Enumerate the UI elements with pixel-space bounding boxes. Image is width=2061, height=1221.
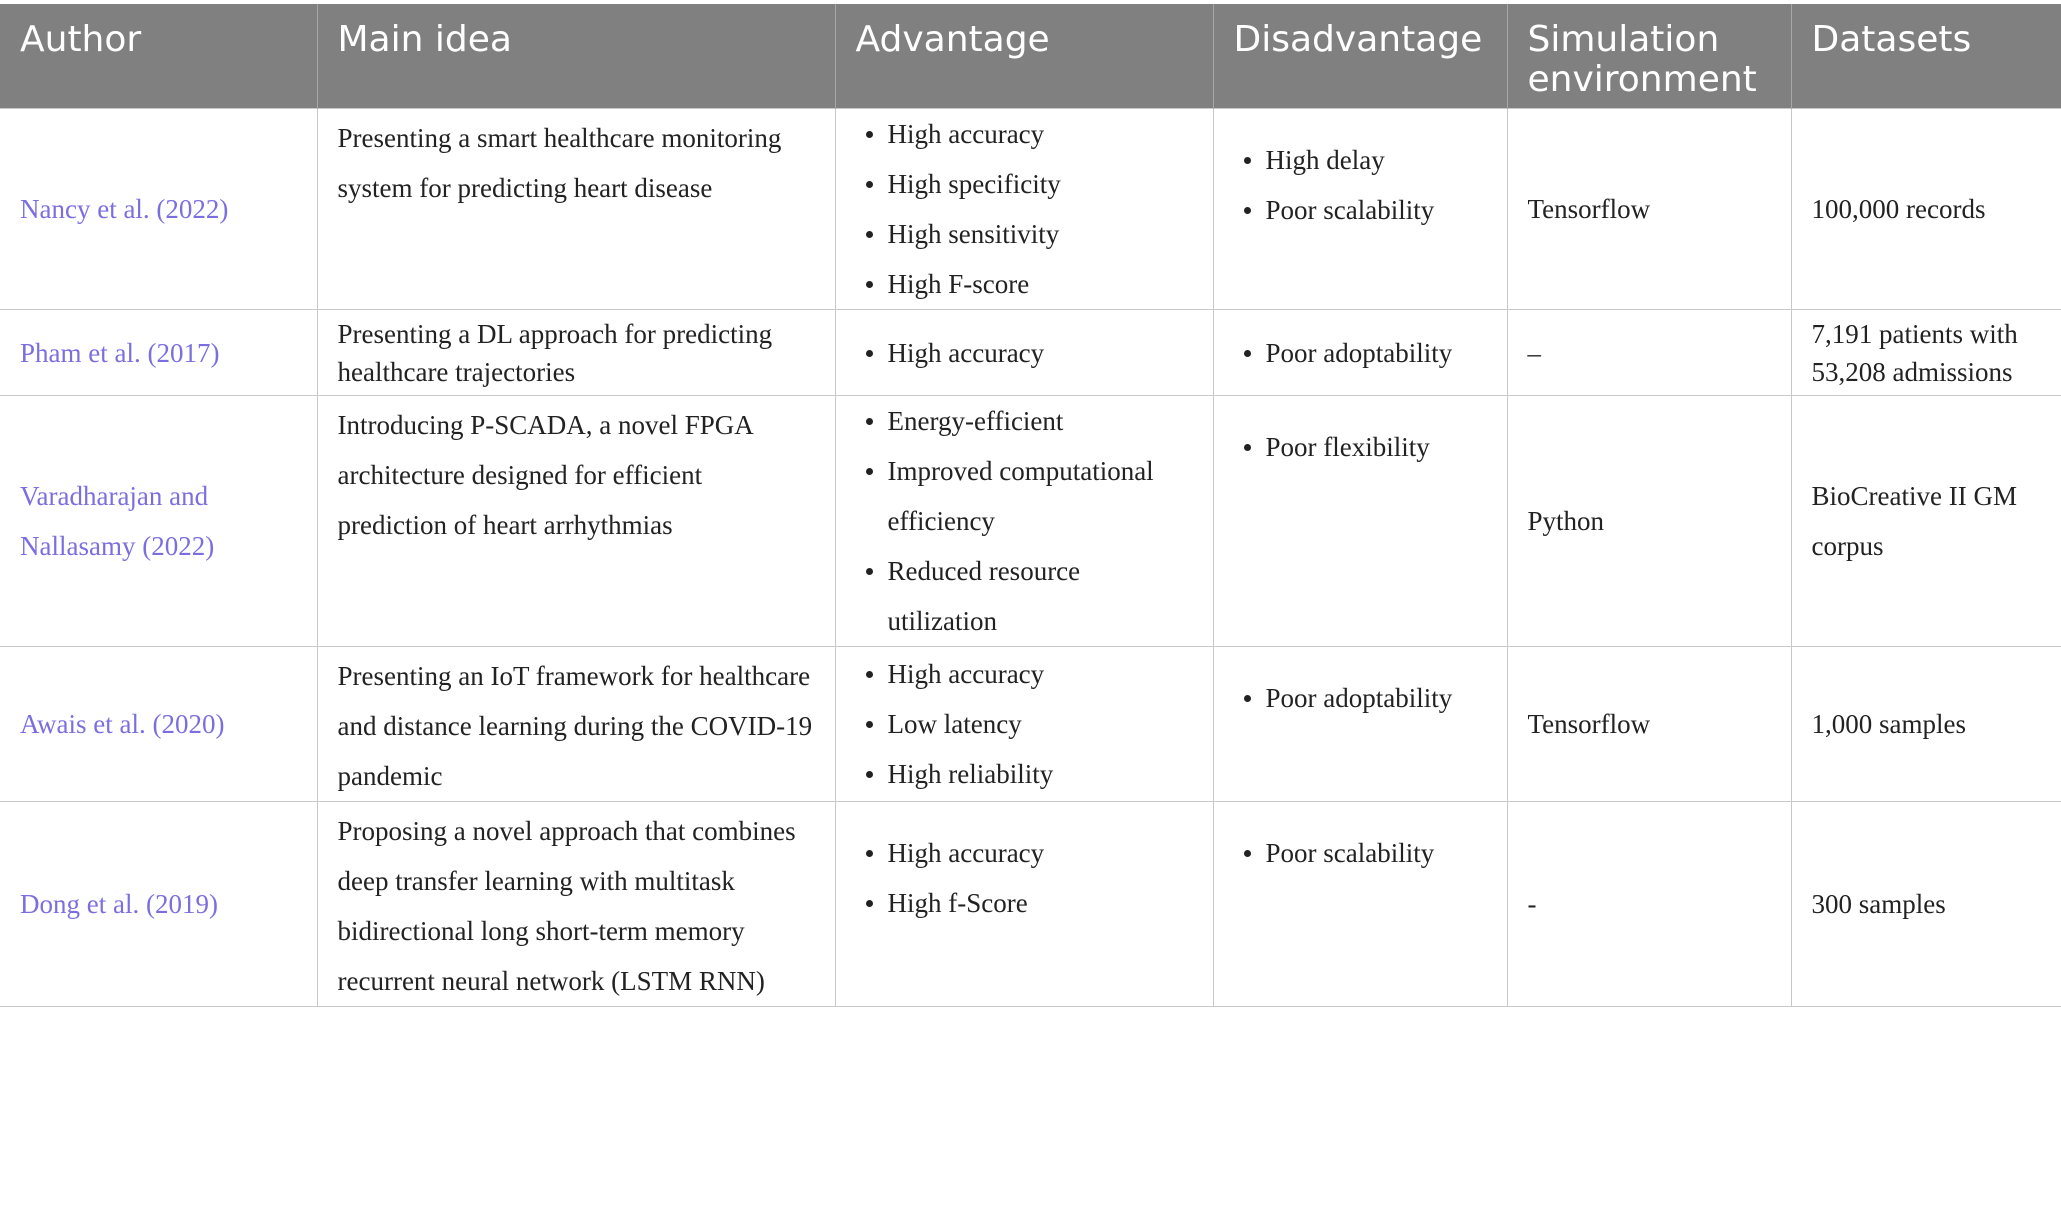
disadvantage-cell	[1213, 109, 1507, 310]
datasets-cell: 7,191 patients with 53,208 admissions	[1791, 310, 2061, 396]
disadvantage-list	[1234, 673, 1487, 723]
table-row	[0, 310, 2061, 396]
datasets-cell: 100,000 records	[1791, 109, 2061, 310]
advantage-item: Low latency	[888, 699, 1193, 749]
disadvantage-cell	[1213, 647, 1507, 802]
datasets-cell: 1,000 samples	[1791, 647, 2061, 802]
disadvantage-cell	[1213, 310, 1507, 396]
disadvantage-list	[1234, 328, 1487, 378]
table-body	[0, 109, 2061, 1007]
table-row	[0, 396, 2061, 647]
header-disadvantage: Disadvantage	[1213, 4, 1507, 109]
disadvantage-cell	[1213, 396, 1507, 647]
advantage-item: Improved computational efficiency	[888, 446, 1193, 546]
advantage-list	[856, 649, 1193, 799]
main-idea-cell: Proposing a novel approach that combines deep transfer learning with multitask bidirectional long short-term memory recurrent neural network (LSTM RNN)	[317, 802, 835, 1007]
datasets-cell: 300 samples	[1791, 802, 2061, 1007]
simulation-cell: –	[1507, 310, 1791, 396]
simulation-cell: Tensorflow	[1507, 109, 1791, 310]
disadvantage-item: Poor adoptability	[1266, 673, 1487, 723]
disadvantage-item: High delay	[1266, 135, 1487, 185]
advantage-item: Energy-efficient	[888, 396, 1193, 446]
advantage-item: Reduced resource utilization	[888, 546, 1193, 646]
disadvantage-cell	[1213, 802, 1507, 1007]
disadvantage-item: Poor adoptability	[1266, 328, 1487, 378]
disadvantage-list	[1234, 422, 1487, 472]
header-author: Author	[0, 4, 317, 109]
author-link[interactable]: Pham et al. (2017)	[0, 310, 317, 396]
disadvantage-item: Poor scalability	[1266, 185, 1487, 235]
header-simulation-environment: Simulation environment	[1507, 4, 1791, 109]
disadvantage-list	[1234, 135, 1487, 235]
author-link[interactable]: Awais et al. (2020)	[0, 647, 317, 802]
header-row	[0, 4, 2061, 109]
main-idea-cell: Introducing P-SCADA, a novel FPGA architecture designed for efficient prediction of heart arrhythmias	[317, 396, 835, 647]
advantage-item: High F-score	[888, 259, 1193, 309]
author-link[interactable]: Varadharajan and Nallasamy (2022)	[0, 396, 317, 647]
comparison-table	[0, 4, 2061, 1007]
table-row	[0, 647, 2061, 802]
advantage-list	[856, 828, 1193, 928]
advantage-item: High specificity	[888, 159, 1193, 209]
simulation-cell: -	[1507, 802, 1791, 1007]
disadvantage-item: Poor scalability	[1266, 828, 1487, 878]
simulation-cell: Tensorflow	[1507, 647, 1791, 802]
header-datasets: Datasets	[1791, 4, 2061, 109]
datasets-cell: BioCreative II GM corpus	[1791, 396, 2061, 647]
advantage-cell	[835, 310, 1213, 396]
header-advantage: Advantage	[835, 4, 1213, 109]
simulation-cell: Python	[1507, 396, 1791, 647]
advantage-item: High f-Score	[888, 878, 1193, 928]
advantage-item: High accuracy	[888, 328, 1193, 378]
advantage-list	[856, 109, 1193, 309]
author-link[interactable]: Nancy et al. (2022)	[0, 109, 317, 310]
advantage-cell	[835, 396, 1213, 647]
main-idea-cell: Presenting a DL approach for predicting healthcare trajectories	[317, 310, 835, 396]
author-link[interactable]: Dong et al. (2019)	[0, 802, 317, 1007]
main-idea-cell: Presenting a smart healthcare monitoring system for predicting heart disease	[317, 109, 835, 310]
advantage-cell	[835, 802, 1213, 1007]
advantage-item: High accuracy	[888, 109, 1193, 159]
main-idea-cell: Presenting an IoT framework for healthcare and distance learning during the COVID-19 pandemic	[317, 647, 835, 802]
advantage-item: High accuracy	[888, 828, 1193, 878]
advantage-cell	[835, 647, 1213, 802]
table-row	[0, 802, 2061, 1007]
advantage-item: High accuracy	[888, 649, 1193, 699]
disadvantage-item: Poor flexibility	[1266, 422, 1487, 472]
header-main-idea: Main idea	[317, 4, 835, 109]
disadvantage-list	[1234, 828, 1487, 878]
advantage-item: High reliability	[888, 749, 1193, 799]
advantage-list	[856, 328, 1193, 378]
table-header	[0, 4, 2061, 109]
table-row	[0, 109, 2061, 310]
advantage-cell	[835, 109, 1213, 310]
advantage-list	[856, 396, 1193, 646]
advantage-item: High sensitivity	[888, 209, 1193, 259]
